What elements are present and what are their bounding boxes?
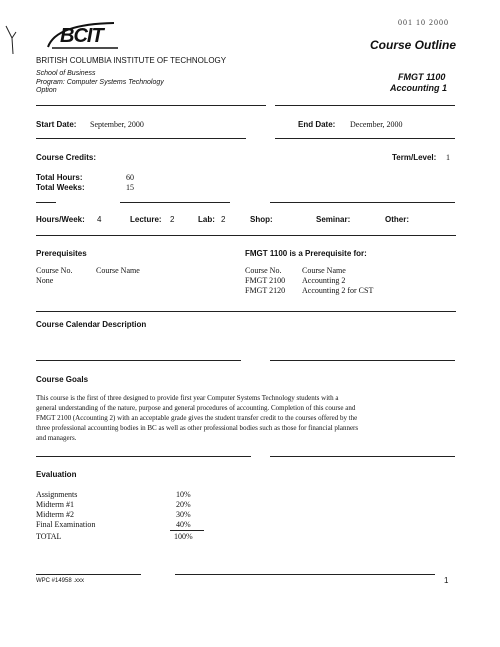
school-name: School of Business (36, 70, 96, 77)
goals-line-5: and managers. (36, 434, 77, 442)
total-weeks-label: Total Weeks: (36, 183, 85, 192)
prereq-value: None (36, 276, 54, 285)
prereq-for-row-2-no: FMGT 2120 (245, 286, 286, 295)
hours-rule (36, 235, 456, 236)
goals-rule-left (36, 456, 251, 457)
prereq-rule (36, 311, 456, 312)
prereq-for-col-no: Course No. (245, 266, 282, 275)
prereq-for-col-name: Course Name (302, 266, 346, 275)
prerequisites-title: Prerequisites (36, 249, 87, 258)
goals-rule-right (270, 456, 455, 457)
eval-row-4-label: Final Examination (36, 520, 96, 529)
calendar-rule-left (36, 360, 241, 361)
other-label: Other: (385, 215, 409, 224)
footer-file-ref: WPC #14958 .xxx (36, 578, 85, 584)
eval-row-2-label: Midterm #1 (36, 500, 74, 509)
term-level-label: Term/Level: (392, 153, 437, 162)
eval-sum-rule (170, 530, 204, 531)
eval-row-3-value: 30% (176, 510, 191, 519)
total-weeks-value: 15 (126, 183, 134, 192)
credits-rule-mid (120, 202, 230, 203)
page-number: 1 (444, 576, 449, 585)
start-date-label: Start Date: (36, 120, 77, 129)
footer-rule-left (36, 574, 141, 575)
prereq-for-row-1-name: Accounting 2 (302, 276, 346, 285)
total-hours-label: Total Hours: (36, 173, 83, 182)
doc-number: 001 10 2000 (398, 18, 449, 27)
program-name: Program: Computer Systems Technology (36, 79, 164, 86)
prereq-col-name: Course Name (96, 266, 140, 275)
option-label: Option (36, 87, 57, 94)
footer-rule-mid (175, 574, 235, 575)
course-title: Accounting 1 (390, 83, 448, 93)
dates-rule-left (36, 138, 246, 139)
seminar-label: Seminar: (316, 215, 351, 224)
institute-name: BRITISH COLUMBIA INSTITUTE OF TECHNOLOGY (36, 56, 227, 65)
course-credits-label: Course Credits: (36, 153, 97, 162)
course-code: FMGT 1100 (398, 72, 446, 82)
header-rule-right (275, 105, 455, 106)
hours-per-week-label: Hours/Week: (36, 215, 85, 224)
start-date-value: September, 2000 (90, 120, 144, 129)
prereq-col-no: Course No. (36, 266, 73, 275)
term-level-value: 1 (446, 153, 450, 162)
calendar-rule-right (270, 360, 455, 361)
goals-line-3: FMGT 2100 (Accounting 2) with an acceptable grade gives the student transfer credit to the courses offered by the (36, 414, 358, 422)
footer-rule-right (235, 574, 435, 575)
shop-label: Shop: (250, 215, 273, 224)
doc-type: Course Outline (370, 38, 457, 52)
end-date-value: December, 2000 (350, 120, 403, 129)
prereq-for-row-2-name: Accounting 2 for CST (302, 286, 374, 295)
credits-rule-left (36, 202, 56, 203)
lab-label: Lab: (198, 215, 215, 224)
calendar-title: Course Calendar Description (36, 320, 147, 329)
goals-line-2: general understanding of the nature, purpose and general procedures of accounting. Completion of this course and (36, 404, 356, 412)
lecture-value: 2 (170, 215, 175, 224)
bcit-logo (42, 20, 122, 50)
corner-mark (4, 22, 18, 61)
hours-per-week-value: 4 (97, 215, 102, 224)
goals-line-4: three professional accounting bodies in BC as well as other professional bodies such as those for financial planners (36, 424, 359, 432)
total-hours-value: 60 (126, 173, 134, 182)
eval-total-label: TOTAL (36, 532, 62, 541)
eval-row-1-value: 10% (176, 490, 191, 499)
header-rule-left (36, 105, 266, 106)
goals-title: Course Goals (36, 375, 89, 384)
lecture-label: Lecture: (130, 215, 162, 224)
logo-text: BCIT (60, 25, 103, 47)
prereq-for-title: FMGT 1100 is a Prerequisite for: (245, 249, 367, 258)
evaluation-title: Evaluation (36, 470, 77, 479)
eval-row-1-label: Assignments (36, 490, 78, 499)
credits-rule-right (270, 202, 455, 203)
dates-rule-right (275, 138, 455, 139)
eval-total-value: 100% (174, 532, 193, 541)
eval-row-2-value: 20% (176, 500, 191, 509)
lab-value: 2 (221, 215, 226, 224)
prereq-for-row-1-no: FMGT 2100 (245, 276, 286, 285)
goals-line-1: This course is the first of three designed to provide first year Computer Systems Technology students with a (36, 394, 339, 402)
eval-row-4-value: 40% (176, 520, 191, 529)
end-date-label: End Date: (298, 120, 336, 129)
eval-row-3-label: Midterm #2 (36, 510, 74, 519)
